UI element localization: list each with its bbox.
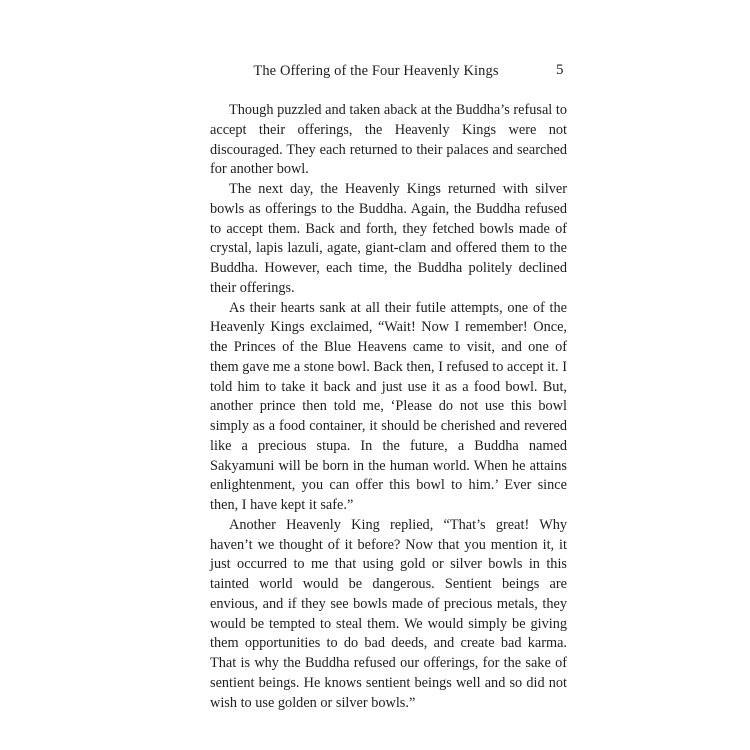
page-number: 5 — [556, 62, 564, 78]
paragraph: Another Heavenly King replied, “That’s great! Why haven’t we thought of it before? Now that you mention it, it just occurred to me that using gold or silver bowls in this tainted world would be dangerous. Sentient beings are envious, and if they see bowls made of precious metals, they would be tempted to steal them. We would simply be giving them opportunities to do bad deeds, and create bad karma. That is why the Buddha refused our offerings, for the sake of sentient beings. He knows sentient beings well and so did not wish to use golden or silver bowls.” — [210, 516, 567, 711]
running-title: The Offering of the Four Heavenly Kings — [253, 63, 499, 79]
paragraph: As their hearts sank at all their futile attempts, one of the Heavenly Kings exclaimed, “Wait! Now I remember! Once, the Princes of the Blue Heavens came to visit, and one of them gave me a stone bowl. Back then, I refused to accept it. I told him to take it back and just use it as a food bowl. But, another prince then told me, ‘Please do not use this bowl simply as a food container, it should be cherished and revered like a precious stupa. In the future, a Buddha named Sakyamuni will be born in the human world. When he attains enlightenment, you can offer this bowl to him.’ Ever since then, I have kept it safe.” — [210, 299, 567, 513]
paragraph: Though puzzled and taken aback at the Buddha’s refusal to accept their offerings, the Heavenly Kings were not discouraged. They each returned to their palaces and searched for another bowl. — [210, 102, 567, 178]
body-text — [210, 101, 567, 713]
paragraph: The next day, the Heavenly Kings returned with silver bowls as offerings to the Buddha. Again, the Buddha refused to accept them. Back and forth, they fetched bowls made of crystal, lapis lazuli, agate, giant-clam and offered them to the Buddha. However, each time, the Buddha politely declined their offerings. — [210, 181, 567, 296]
